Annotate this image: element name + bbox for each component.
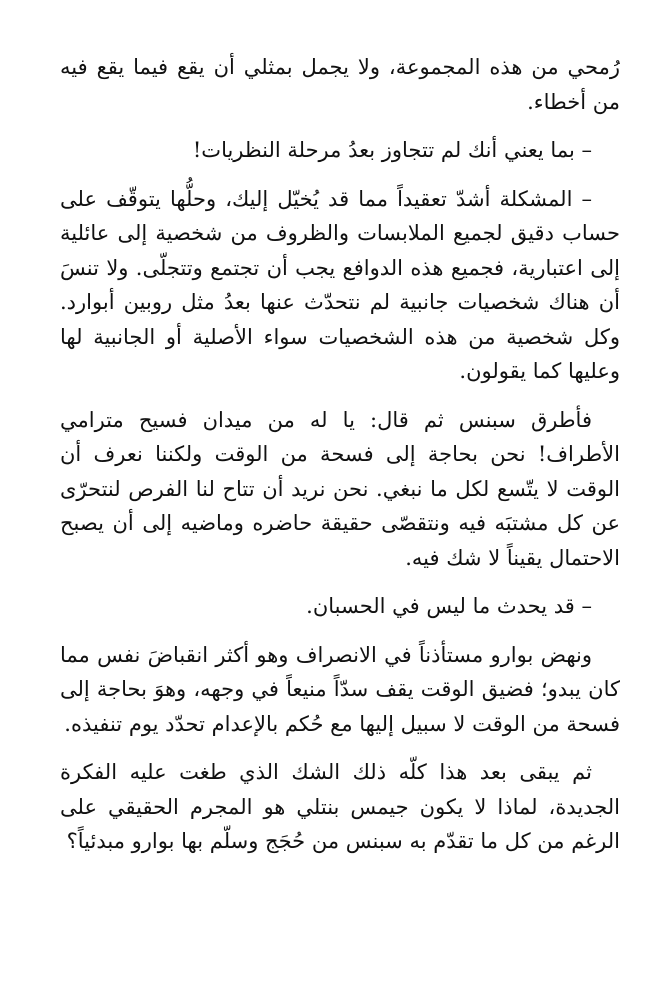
paragraph-dialog-unexpected: – قد يحدث ما ليس في الحسبان. (306, 594, 592, 618)
paragraph-dialog-theories: – بما يعني أنك لم تتجاوز بعدُ مرحلة النظريات! (192, 138, 592, 162)
paragraph-poirot-leaves: ونهض بوارو مستأذناً في الانصراف وهو أكثر انقباضَ نفس مما كان يبدو؛ فضيق الوقت يقف سدّاً منيعاً في وجهه، وهوَ بحاجة إلى فسحة من الوقت لا سبيل إليها مع حُكم بالإعدام تحدّد يوم تنفيذه. (60, 642, 620, 736)
paragraph-spence-reply: فأطرق سبنس ثم قال: يا له من ميدان فسيح مترامي الأطراف! نحن بحاجة إلى فسحة من الوقت ولكننا نعرف أن الوقت لا يتّسع لكل ما نبغي. نحن نريد أن تتاح لنا الفرص لنتحرّى عن كل مشتبَه فيه ونتقصّى حقيقة حاضره وماضيه إلى أن يصبح الاحتمال يقيناً لا شك فيه. (60, 407, 620, 570)
book-page (60, 50, 620, 873)
paragraph-dialog-problem: – المشكلة أشدّ تعقيداً مما قد يُخيّل إليك، وحلُّها يتوقّف على حساب دقيق لجميع الملابسات والظروف من شخصية إلى عائلية إلى اعتبارية، فجميع هذه الدوافع يجب أن تجتمع وتتجلّى. ولا تنسَ أن هناك شخصيات جانبية لم نتحدّث عنها بعدُ مثل روبين أبوارد. وكل شخصية من هذه الشخصيات سواء الأصلية أو الجانبية لها وعليها كما يقولون. (60, 186, 620, 383)
paragraph-continuation: رُمحي من هذه المجموعة، ولا يجمل بمثلي أن يقع فيما يقع فيه من أخطاء. (60, 55, 620, 114)
paragraph-doubt: ثم يبقى بعد هذا كلّه ذلك الشك الذي طغت عليه الفكرة الجديدة، لماذا لا يكون جيمس بنتلي هو المجرم الحقيقي على الرغم من كل ما تقدّم به سبنس من حُجَج وسلّم بها بوارو مبدئياً؟ (60, 760, 620, 853)
